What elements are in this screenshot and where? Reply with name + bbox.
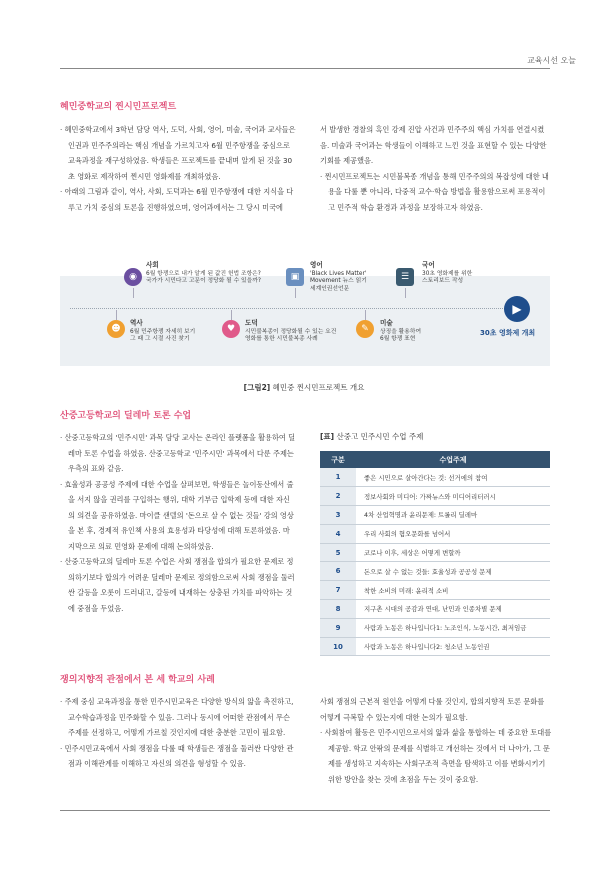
row-number: 9	[320, 618, 356, 637]
table-row	[320, 468, 550, 487]
table-row	[320, 600, 550, 619]
node-title: 미술	[380, 319, 393, 327]
row-number: 3	[320, 506, 356, 525]
row-topic: 4차 산업혁명과 윤리문제: 트롤리 딜레마	[356, 506, 550, 525]
final-label: 30초 영화제 개최	[480, 329, 536, 337]
connector	[133, 288, 134, 298]
globe-icon: ◉	[124, 268, 142, 286]
column-header: 수업주제	[356, 451, 550, 468]
caption-text: 혜민중 찐시민프로젝트 개요	[272, 383, 365, 392]
table-title-label: [표]	[320, 432, 335, 441]
node-line: 국가가 시민다고 고문이 정당화 될 수 있을까?	[146, 278, 261, 284]
section1-left-text	[60, 122, 296, 215]
top-divider	[60, 68, 550, 69]
node-art	[380, 320, 460, 344]
table-row	[320, 543, 550, 562]
row-topic: 좋은 시민으로 살아간다는 것: 선거에의 참여	[356, 468, 550, 487]
row-number: 4	[320, 524, 356, 543]
row-topic: 정보사회와 미디어: 가짜뉴스와 미디어리터러시	[356, 487, 550, 506]
paragraph: · 민주시민교육에서 사회 쟁점을 다룰 때 학생들은 쟁점을 둘러싼 다양한 관점과 이해관계를 이해하고 자신의 의견을 형성할 수 있음.	[60, 743, 294, 768]
connector	[405, 288, 406, 298]
paragraph: · 산중고등학교의 딜레마 토론 수업은 사회 쟁점을 합의가 필요한 문제로 정의하기보다 합의가 어려운 딜레마 문제로 정의함으로써 사회 쟁점을 둘러싼 갈등을 오롯이 드러내고, 갈등에 내재하는 상충된 가치를 파악하는 것에 중점을 두었음.	[60, 557, 295, 613]
section-title-hyemin: 혜민중학교의 찐시민프로젝트	[60, 102, 177, 112]
section2-text	[60, 430, 296, 616]
book-icon: ☰	[396, 268, 414, 286]
row-topic: 착한 소비의 미래: 윤리적 소비	[356, 581, 550, 600]
table-row	[320, 524, 550, 543]
table-title-text: 산중고 민주시민 수업 주제	[336, 432, 424, 441]
topics-table	[320, 451, 550, 656]
node-title: 사회	[146, 261, 159, 269]
node-english	[310, 262, 400, 293]
section1-right-text	[320, 122, 552, 215]
node-line: 'Black Lives Matter'	[310, 270, 367, 277]
row-topic: 사람과 노동은 하나입니다2: 청소년 노동인권	[356, 637, 550, 656]
clapper-icon: ▶	[504, 296, 530, 322]
row-topic: 지구촌 시대의 공감과 연대, 난민과 인종차별 문제	[356, 600, 550, 619]
table-row	[320, 581, 550, 600]
connector	[365, 310, 366, 320]
row-topic: 사람과 노동은 하나입니다1: 노조인식, 노동시간, 최저임금	[356, 618, 550, 637]
node-line: 상징을 활용하여	[380, 328, 422, 335]
node-title: 역사	[130, 319, 143, 327]
node-line: 영화를 통한 시민불복종 사례	[245, 336, 318, 342]
row-number: 8	[320, 600, 356, 619]
node-line: 세계인권선언문	[310, 285, 350, 292]
table-row	[320, 637, 550, 656]
connector	[231, 310, 232, 320]
paragraph: · 혜민중학교에서 3학년 담당 역사, 도덕, 사회, 영어, 미술, 국어과 교사들은 인권과 민주주의라는 핵심 개념을 가르치고자 6월 민주항쟁을 중심으로 교육과정을 재구성하였음. 학생들은 프로젝트를 끝내며 알게 된 것을 30초 영화로 제작하여 찐시민 영화제를 개최하였음.	[60, 125, 296, 181]
paragraph: 서 발생한 경찰의 흑인 강제 진압 사건과 민주주의 핵심 가치를 연결시켰음. 미술과 국어과는 학생들이 이해하고 느낀 것을 표현할 수 있는 다양한 기회를 제공했음.	[320, 125, 547, 165]
connector	[116, 310, 117, 320]
node-social	[146, 262, 266, 286]
section3-left-text	[60, 694, 296, 772]
paragraph: · 산중고등학교의 '민주시민' 과목 담당 교사는 온라인 플랫폼을 활용하여 딜레마 토론 수업을 하였음. 산중고등학교 '민주시민' 과목에서 다룬 주제는 우측의 표와 같음.	[60, 433, 296, 473]
table-title	[320, 431, 423, 442]
row-topic: 코로나 이후, 세상은 어떻게 변할까	[356, 543, 550, 562]
row-number: 10	[320, 637, 356, 656]
connector	[295, 288, 296, 298]
row-topic: 우리 사회의 혐오문화를 넘어서	[356, 524, 550, 543]
table-row	[320, 506, 550, 525]
node-title: 국어	[422, 261, 435, 269]
brush-icon: ✎	[356, 320, 374, 338]
node-line: 6월 항쟁으로 내가 알게 된 값진 헌법 조항은?	[146, 270, 261, 277]
node-line: 6월 민주항쟁 자세히 보기	[130, 328, 196, 335]
node-title: 영어	[310, 261, 323, 269]
node-line: 스토리보드 작성	[422, 278, 464, 284]
section-title-three-schools: 쟁의지향적 관점에서 본 세 학교의 사례	[60, 675, 215, 685]
row-number: 6	[320, 562, 356, 581]
row-topic: 돈으로 살 수 없는 것들: 효율성과 공공성 문제	[356, 562, 550, 581]
paragraph: · 아래의 그림과 같이, 역사, 사회, 도덕과는 6월 민주항쟁에 대한 지식을 다루고 가치 중심의 토론을 진행하였으며, 영어과에서는 그 당시 미국에	[60, 187, 294, 212]
news-icon: ▣	[286, 268, 304, 286]
node-line: 시민불복종이 정당화될 수 있는 요건	[245, 328, 337, 335]
row-number: 1	[320, 468, 356, 487]
table-row	[320, 562, 550, 581]
caption-label: [그림2]	[243, 383, 271, 392]
paragraph: 사회 쟁점의 근본적 원인을 어떻게 다룰 것인지, 합의지향적 토론 문화를 어떻게 극복할 수 있는지에 대한 논의가 필요함.	[320, 697, 545, 722]
figure-caption	[0, 382, 608, 393]
row-number: 5	[320, 543, 356, 562]
table-header-row	[320, 451, 550, 468]
table-row	[320, 618, 550, 637]
node-korean	[422, 262, 502, 286]
paragraph: · 찐시민프로젝트는 시민불복종 개념을 통해 민주주의의 복잡성에 대한 내용을 다룰 뿐 아니라, 다중적 교수·학습 방법을 활용함으로써 포용적이고 민주적 학습 환경과 과정을 보장하고자 하였음.	[320, 171, 549, 212]
table-row	[320, 487, 550, 506]
timeline-line	[70, 308, 525, 309]
node-line: 6월 항쟁 표현	[380, 336, 416, 342]
running-header: 교육시선 오늘	[527, 56, 576, 65]
section3-right-text	[320, 694, 552, 787]
heart-hand-icon: ♥	[222, 320, 240, 338]
node-line: 30초 영화제를 위한	[422, 270, 473, 277]
node-title: 도덕	[245, 319, 258, 327]
person-icon: ☻	[107, 320, 125, 338]
paragraph: · 효율성과 공공성 주제에 대한 수업을 살펴보면, 학생들은 놀이동산에서 줄을 서지 않을 권리를 구입하는 행위, 대학 기부금 입학제 등에 대한 자신의 의견을 공유하였음. 마이클 샌델의 '돈으로 살 수 없는 것들' 강의 영상을 본 후, 경제적 유인책 사용의 효용성과 타당성에 대해 토론하였음. 마지막으로 의료 민영화 문제에 대해 논의하였음.	[60, 479, 294, 551]
node-line: 그 때 그 시절 사진 찾기	[130, 336, 190, 342]
column-header: 구분	[320, 451, 356, 468]
paragraph: · 사회참여 활동은 민주시민으로서의 앎과 삶을 통합하는 데 중요한 토대를 제공함. 학교 안팎의 문제를 식별하고 개선하는 것에서 더 나아가, 그 문제를 생성하고 지속하는 사회구조적 측면을 탐색하고 이를 변화시키기 위한 방안을 찾는 것에 초점을 두는 것이 중요함.	[320, 728, 552, 784]
project-diagram	[60, 261, 550, 366]
bottom-divider	[60, 810, 550, 811]
section-title-sanjung: 산중고등학교의 딜레마 토론 수업	[60, 411, 192, 421]
node-ethics	[245, 320, 365, 344]
paragraph: · 주제 중심 교육과정을 통한 민주시민교육은 다양한 방식의 앎을 촉진하고, 교수학습과정을 민주화할 수 있음. 그러나 동시에 어떠한 관점에서 무슨 주제를 선정하고, 어떻게 가르칠 것인지에 대한 충분한 고민이 필요함.	[60, 697, 294, 737]
row-number: 7	[320, 581, 356, 600]
node-line: Movement 뉴스 읽기	[310, 278, 367, 284]
row-number: 2	[320, 487, 356, 506]
